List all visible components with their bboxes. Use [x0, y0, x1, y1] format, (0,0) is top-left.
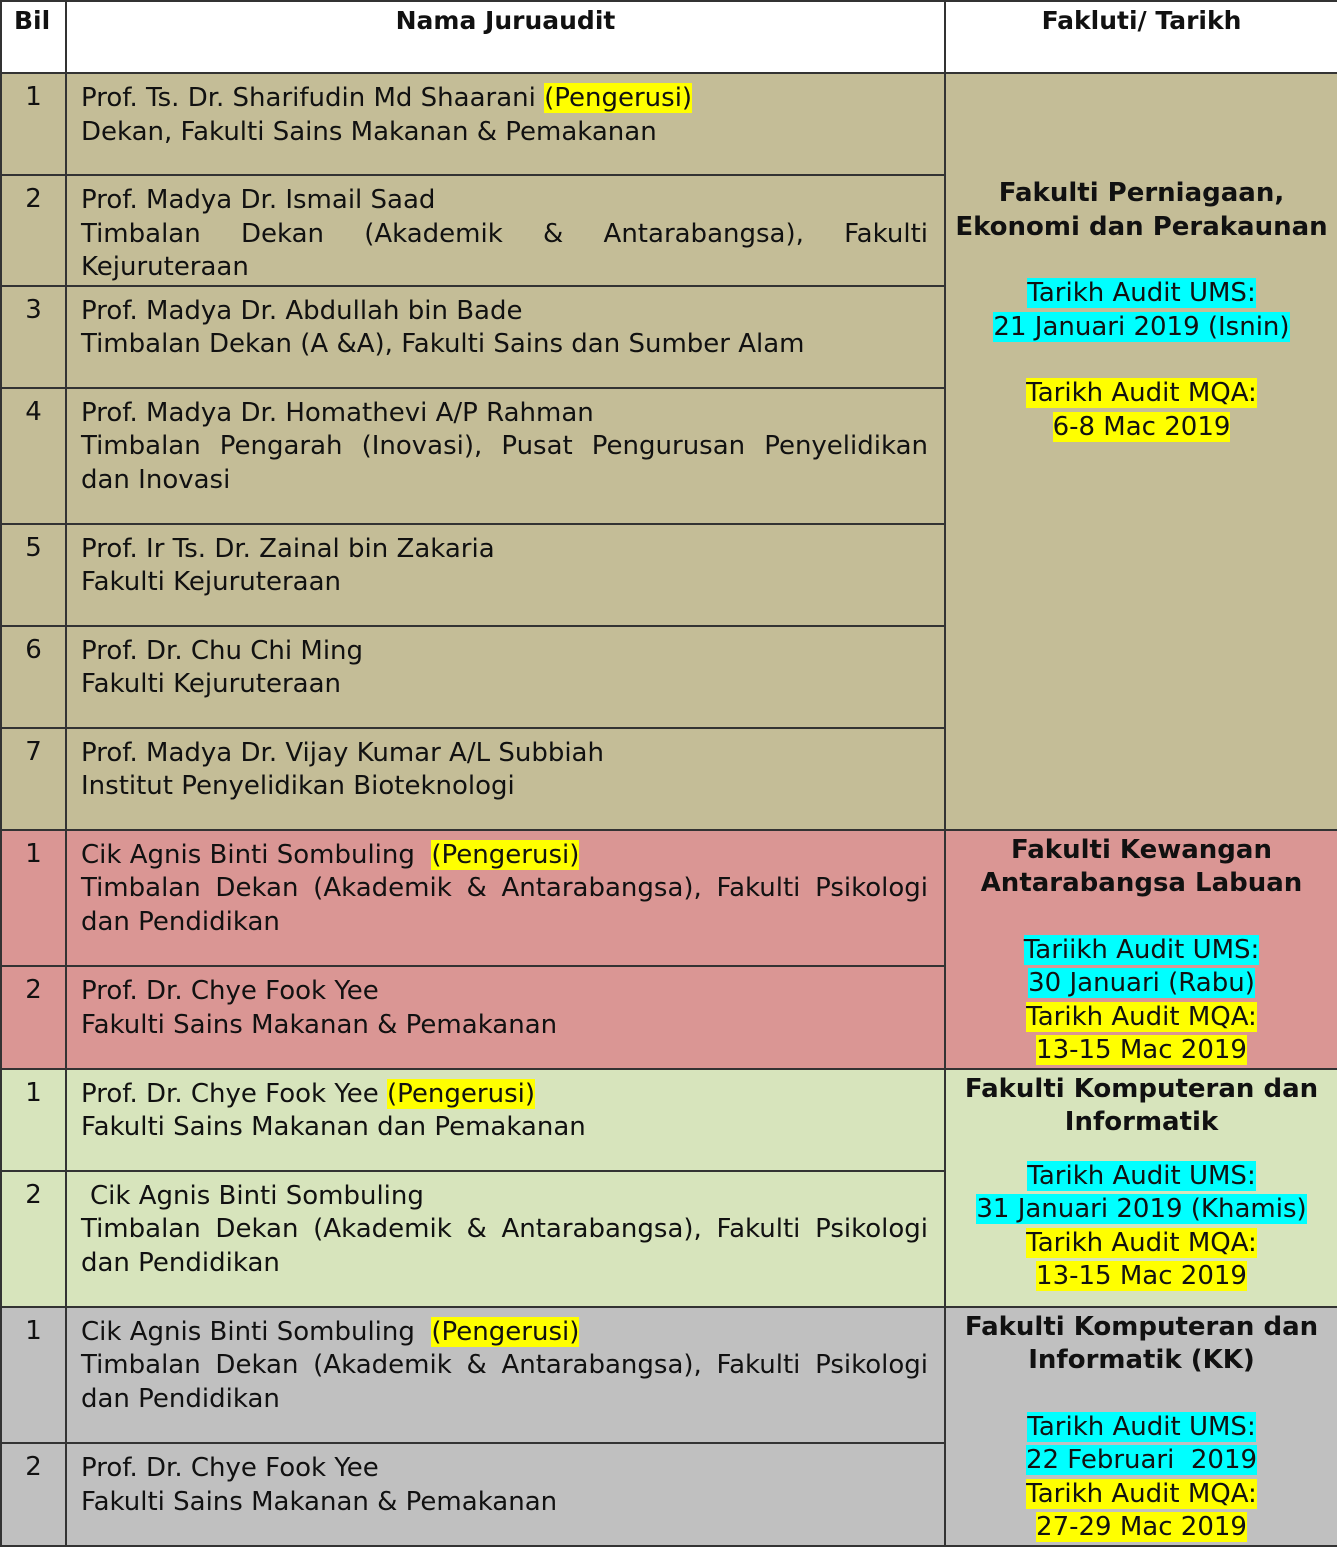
ums-date: 30 Januari (Rabu): [1028, 968, 1255, 998]
row-number: 2: [1, 966, 66, 1068]
table-row: [1, 1069, 1337, 1171]
auditor-name: Prof. Dr. Chye Fook Yee: [81, 976, 379, 1007]
header-fakulti: Fakluti/ Tarikh: [945, 1, 1337, 73]
row-number: 2: [1, 1171, 66, 1307]
auditor-position: Fakulti Sains Makanan dan Pemakanan: [81, 1112, 586, 1142]
auditor-position: Fakulti Kejuruteraan: [81, 669, 341, 699]
auditor-name: Prof. Dr. Chye Fook Yee: [81, 1078, 379, 1109]
faculty-cell: [945, 1069, 1337, 1307]
row-number: 6: [1, 626, 66, 728]
auditor-name: Cik Agnis Binti Sombuling: [81, 1316, 415, 1347]
faculty-name: Fakulti Komputeran dan: [964, 1073, 1319, 1104]
auditor-name: Prof. Dr. Chye Fook Yee: [81, 1453, 379, 1484]
header-row: [1, 1, 1337, 73]
auditor-position: Fakulti Kejuruteraan: [81, 567, 341, 597]
auditor-name: Prof. Madya Dr. Vijay Kumar A/L Subbiah: [81, 737, 604, 768]
mqa-date: 27-29 Mac 2019: [1036, 1512, 1247, 1542]
faculty-cell: [945, 73, 1337, 830]
faculty-cell: [945, 830, 1337, 1069]
row-number: 5: [1, 524, 66, 626]
auditor-cell: [66, 388, 945, 524]
row-number: 1: [1, 73, 66, 175]
auditor-cell: [66, 966, 945, 1068]
mqa-date-label: Tarikh Audit MQA:: [1026, 1001, 1257, 1032]
row-number: 1: [1, 1069, 66, 1171]
auditor-cell: [66, 175, 945, 286]
auditor-cell: [66, 728, 945, 830]
auditor-position: Fakulti Sains Makanan & Pemakanan: [81, 1486, 558, 1517]
mqa-date-label: Tarikh Audit MQA:: [1026, 1478, 1257, 1509]
ums-date: 31 Januari 2019 (Khamis): [976, 1194, 1307, 1224]
ums-date: 21 Januari 2019 (Isnin): [993, 311, 1290, 342]
faculty-name: Fakulti Perniagaan,: [998, 178, 1285, 208]
mqa-date-label: Tarikh Audit MQA:: [1026, 1227, 1257, 1258]
auditor-name: Cik Agnis Binti Sombuling: [81, 839, 415, 870]
faculty-cell: [945, 1307, 1337, 1546]
faculty-name: Informatik (KK): [1028, 1345, 1255, 1375]
chairman-tag: (Pengerusi): [431, 1316, 580, 1347]
mqa-date: 13-15 Mac 2019: [1036, 1261, 1247, 1291]
header-nama: Nama Juruaudit: [66, 1, 945, 73]
auditor-cell: [66, 1069, 945, 1171]
row-number: 2: [1, 175, 66, 286]
auditor-cell: [66, 1307, 945, 1444]
auditor-position: Timbalan Dekan (Akademik & Antarabangsa), Fakulti Psikologi dan Pendidikan: [81, 1350, 928, 1414]
faculty-name: Fakulti Komputeran dan: [964, 1311, 1319, 1342]
auditor-position: Fakulti Sains Makanan & Pemakanan: [81, 1009, 558, 1040]
faculty-name: Fakulti Kewangan: [1011, 834, 1272, 865]
auditor-name: Prof. Madya Dr. Ismail Saad: [81, 185, 436, 215]
auditor-position: Timbalan Dekan (Akademik & Antarabangsa), Fakulti Kejuruteraan: [81, 218, 928, 282]
auditor-cell: [66, 73, 945, 175]
auditor-cell: [66, 830, 945, 967]
table-row: [1, 830, 1337, 967]
auditor-name: Prof. Madya Dr. Homathevi A/P Rahman: [81, 397, 594, 428]
ums-date-label: Tarikh Audit UMS:: [1027, 1411, 1256, 1442]
auditor-name: Prof. Dr. Chu Chi Ming: [81, 635, 364, 666]
auditor-name: Prof. Ts. Dr. Sharifudin Md Shaarani: [81, 83, 536, 113]
auditor-position: Timbalan Pengarah (Inovasi), Pusat Pengurusan Penyelidikan dan Inovasi: [81, 431, 928, 495]
row-number: 7: [1, 728, 66, 830]
mqa-date: 13-15 Mac 2019: [1036, 1035, 1247, 1065]
auditor-position: Dekan, Fakulti Sains Makanan & Pemakanan: [81, 116, 657, 147]
chairman-tag: (Pengerusi): [544, 83, 693, 113]
ums-date: 22 Februari 2019: [1025, 1445, 1258, 1475]
chairman-tag: (Pengerusi): [431, 839, 580, 870]
auditor-cell: [66, 1171, 945, 1307]
auditor-cell: [66, 1443, 945, 1545]
row-number: 1: [1, 830, 66, 967]
ums-date-label: Tariikh Audit UMS:: [1023, 934, 1260, 965]
auditor-cell: [66, 286, 945, 388]
auditor-name: Cik Agnis Binti Sombuling: [90, 1180, 424, 1211]
table-row: [1, 73, 1337, 175]
auditor-name: Prof. Ir Ts. Dr. Zainal bin Zakaria: [81, 533, 495, 564]
faculty-name: Ekonomi dan Perakaunan: [955, 211, 1328, 242]
auditor-position: Timbalan Dekan (Akademik & Antarabangsa), Fakulti Psikologi dan Pendidikan: [81, 873, 928, 937]
table-row: [1, 1307, 1337, 1444]
row-number: 2: [1, 1443, 66, 1545]
chairman-tag: (Pengerusi): [387, 1078, 535, 1109]
row-number: 3: [1, 286, 66, 388]
mqa-date-label: Tarikh Audit MQA:: [1026, 378, 1257, 408]
auditor-name: Prof. Madya Dr. Abdullah bin Bade: [81, 295, 523, 326]
faculty-name: Informatik: [1064, 1107, 1219, 1137]
auditor-position: Timbalan Dekan (A &A), Fakulti Sains dan Sumber Alam: [81, 329, 805, 359]
auditor-position: Timbalan Dekan (Akademik & Antarabangsa), Fakulti Psikologi dan Pendidikan: [81, 1214, 928, 1278]
ums-date-label: Tarikh Audit UMS:: [1027, 1160, 1256, 1191]
row-number: 4: [1, 388, 66, 524]
auditor-cell: [66, 524, 945, 626]
auditor-cell: [66, 626, 945, 728]
ums-date-label: Tarikh Audit UMS:: [1027, 278, 1256, 308]
mqa-date: 6-8 Mac 2019: [1052, 411, 1231, 442]
row-number: 1: [1, 1307, 66, 1444]
faculty-name: Antarabangsa Labuan: [980, 868, 1303, 898]
header-bil: Bil: [1, 1, 66, 73]
auditor-position: Institut Penyelidikan Bioteknologi: [81, 771, 515, 801]
